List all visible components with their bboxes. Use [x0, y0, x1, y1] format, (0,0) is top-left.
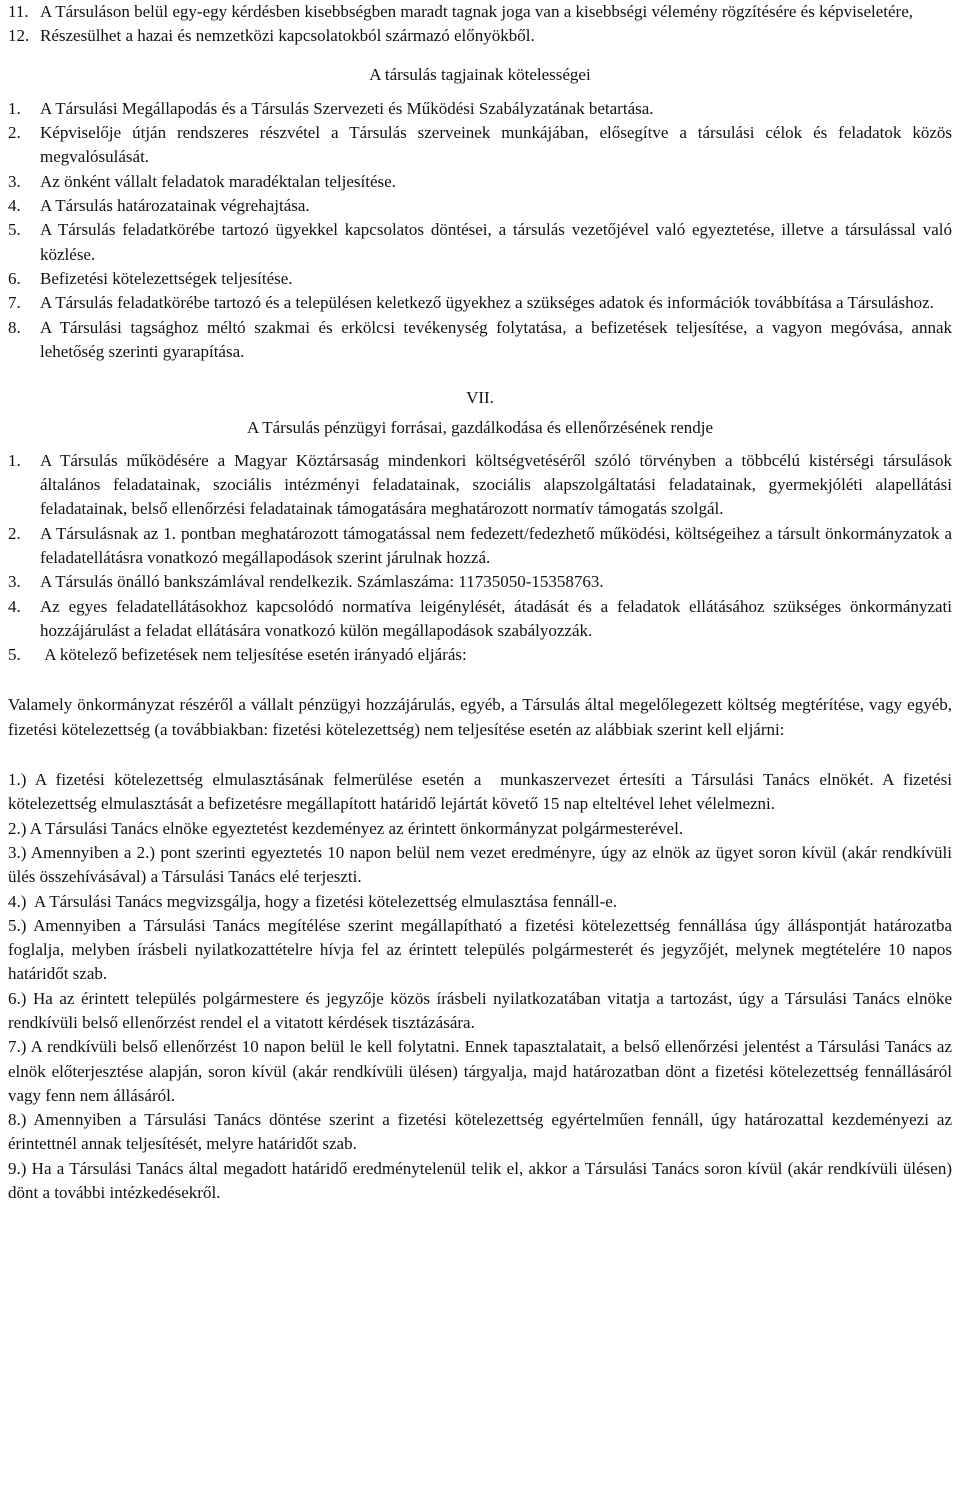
item-text: A kötelező befizetések nem teljesítése esetén irányadó eljárás: — [40, 645, 467, 665]
list-item — [8, 194, 952, 218]
list-item — [8, 121, 952, 170]
item-number: 1. — [8, 98, 21, 118]
item-number: 8. — [8, 317, 21, 337]
list-item — [8, 643, 952, 667]
item-text: A Társulás önálló bankszámlával rendelkezik. Számlaszáma: 11735050-15358763. — [40, 572, 604, 592]
item-text: A Társulásnak az 1. pontban meghatározott támogatással nem fedezett/fedezhető működési, költségeihez a társult önkormányzatok a feladatellátásra vonatkozó megállapodások szerint járulnak hozzá. — [40, 523, 952, 567]
item-number: 2. — [8, 523, 21, 543]
list-item — [8, 570, 952, 594]
item-number: 3. — [8, 572, 21, 592]
list-item — [8, 595, 952, 644]
procedure-step: 8.) Amennyiben a Társulási Tanács döntése szerint a fizetési kötelezettség egyértelműen fennáll, úgy határozattal kezdeményezi az érintettnél annak teljesítését, melyre határidőt szab. — [8, 1110, 952, 1154]
item-number: 3. — [8, 171, 21, 191]
list-item — [8, 0, 952, 24]
item-text: Részesülhet a hazai és nemzetközi kapcsolatokból származó előnyökből. — [40, 26, 535, 46]
item-text: A Társulás feladatkörébe tartozó és a településen keletkező ügyekhez a szükséges adatok és információk továbbítása a Társuláshoz. — [40, 293, 934, 313]
procedure-step: 7.) A rendkívüli belső ellenőrzést 10 napon belül le kell folytatni. Ennek tapasztalatait, a belső ellenőrzési jelentést a Társulási Tanács az elnök előterjesztése alapján, soron kívül (akár rendkívüli ülésen) tárgyalja, majd határozatban dönt a fizetési kötelezettség fennállásáról vagy fenn nem állásáról. — [8, 1037, 952, 1105]
item-text: Képviselője útján rendszeres részvétel a Társulás szerveinek munkájában, elősegítve a társulási célok és feladatok közös megvalósulását. — [40, 123, 952, 167]
duties-list — [8, 97, 952, 364]
procedure-step: 6.) Ha az érintett település polgármestere és jegyzője közös írásbeli nyilatkozatában vitatja a tartozást, úgy a Társulási Tanács elnöke rendkívüli belső ellenőrzést rendel el a vitatott kérdések tisztázására. — [8, 988, 952, 1032]
item-text: A Társulási tagsághoz méltó szakmai és erkölcsi tevékenység folytatása, a befizetések teljesítése, a vagyon megóvása, annak lehetőség szerinti gyarapítása. — [40, 317, 952, 361]
item-number: 4. — [8, 596, 21, 616]
section-finance-title: A Társulás pénzügyi forrásai, gazdálkodása és ellenőrzésének rendje — [246, 418, 714, 438]
item-text: A Társulás feladatkörébe tartozó ügyekkel kapcsolatos döntései, a társulás vezetőjével való egyeztetése, illetve a társulással való közlése. — [40, 220, 952, 264]
list-item — [8, 97, 952, 121]
list-item — [8, 449, 952, 522]
item-number: 1. — [8, 450, 21, 470]
top-list — [8, 0, 952, 49]
procedure-step: 5.) Amennyiben a Társulási Tanács megítélése szerint megállapítható a fizetési kötelezettség fennállása úgy álláspontját határozatba foglalja, melyben írásbeli nyilatkozattételre hívja fel az érintett település polgármesterét és jegyzőjét, melynek megtételére 10 napos határidőt szab. — [8, 915, 952, 984]
spacer — [8, 667, 952, 693]
procedure-step: 2.) A Társulási Tanács elnöke egyeztetést kezdeményez az érintett önkormányzat polgármesterével. — [8, 818, 684, 838]
list-item — [8, 218, 952, 267]
list-item — [8, 316, 952, 365]
list-item — [8, 291, 952, 315]
item-number: 5. — [8, 645, 21, 665]
procedure-step: 3.) Amennyiben a 2.) pont szerinti egyeztetés 10 napon belül nem vezet eredményre, úgy az elnök az ügyet soron kívül (akár rendkívüli ülés összehívásával) a Társulási Tanács elé terjeszti. — [8, 842, 952, 887]
section-duties-title: A társulás tagjainak kötelességei — [369, 64, 591, 84]
item-number: 11. — [8, 2, 29, 21]
spacer — [8, 742, 952, 768]
item-number: 2. — [8, 123, 21, 143]
item-text: A Társulás működésére a Magyar Köztársaság mindenkori költségvetéséről szóló törvényben a többcélú kistérségi társulások általános feladatainak, szociális intézményi feladatainak, szociális alapszolgáltatási feladatainak, gyermekjóléti alapellátási feladatainak, belső ellenőrzési feladatainak támogatására meghatározott normatív támogatás szolgál. — [40, 450, 952, 519]
item-text: Az önként vállalt feladatok maradéktalan teljesítése. — [40, 171, 396, 191]
item-number: 5. — [8, 220, 21, 240]
procedure-step: 9.) Ha a Társulási Tanács által megadott határidő eredménytelenül telik el, akkor a Társulási Tanács soron kívül (akár rendkívüli ülésen) dönt a további intézkedésekről. — [8, 1158, 952, 1203]
item-text: A Társulás határozatainak végrehajtása. — [40, 196, 310, 216]
item-text: Az egyes feladatellátásokhoz kapcsolódó normatíva leigénylését, átadását és a feladatok ellátásához szükséges önkormányzati hozzájárulást a feladat ellátására vonatkozó külön megállapodások szabályozzák. — [40, 596, 952, 640]
finance-list — [8, 449, 952, 668]
list-item — [8, 267, 952, 291]
procedure-intro: Valamely önkormányzat részéről a vállalt pénzügyi hozzájárulás, egyéb, a Társulás által megelőlegezett költség megtérítése, vagy egyéb, fizetési kötelezettség (a továbbiakban: fizetési kötelezettség) nem teljesítése esetén az alábbiak szerint kell eljárni: — [8, 695, 952, 739]
item-text: A Társulási Megállapodás és a Társulás Szervezeti és Működési Szabályzatának betartása. — [40, 98, 654, 118]
list-item — [8, 522, 952, 571]
item-number: 6. — [8, 268, 21, 288]
procedure-step: 4.) A Társulási Tanács megvizsgálja, hogy a fizetési kötelezettség elmulasztása fennáll-e. — [8, 891, 618, 911]
item-text: Befizetési kötelezettségek teljesítése. — [40, 268, 293, 288]
chapter-number: VII. — [466, 388, 494, 408]
item-number: 4. — [8, 196, 21, 216]
list-item — [8, 170, 952, 194]
procedure-step: 1.) A fizetési kötelezettség elmulasztásának felmerülése esetén a munkaszervezet értesíti a Társulási Tanács elnökét. A fizetési kötelezettség elmulasztását a befizetésre megállapított határidő lejártát követő 15 nap elteltével lehet vélelmezni. — [8, 770, 957, 814]
item-number: 7. — [8, 293, 21, 313]
procedure-steps — [8, 768, 957, 1205]
item-text: A Társuláson belül egy-egy kérdésben kisebbségben maradt tagnak joga van a kisebbségi vélemény rögzítésére és képviseletére, — [40, 2, 913, 21]
list-item — [8, 24, 952, 48]
item-number: 12. — [8, 26, 30, 46]
